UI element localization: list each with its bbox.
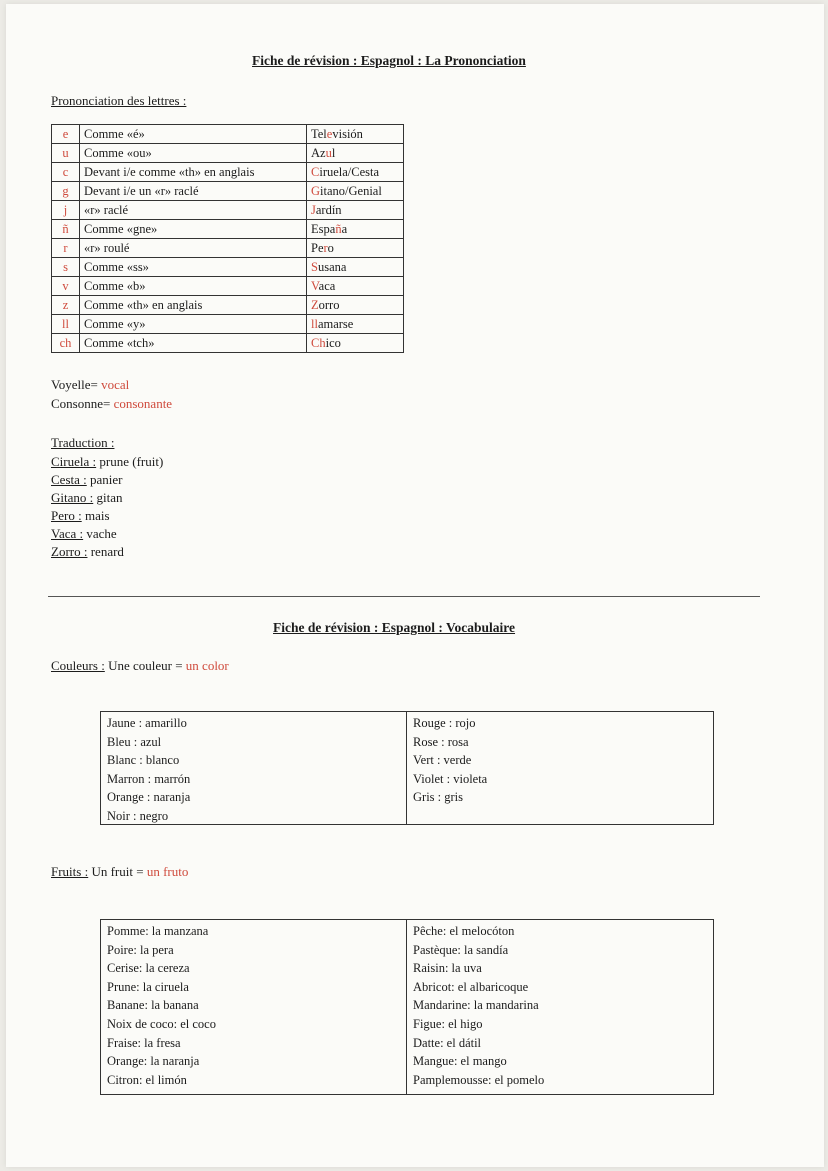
fruit-item: Fraise: la fresa <box>107 1035 181 1050</box>
rule-cell: Devant i/e un «r» raclé <box>80 182 307 201</box>
fruits-box <box>100 919 714 1095</box>
translation-word: Cesta : <box>51 472 87 487</box>
translation-meaning: renard <box>87 544 124 559</box>
pronunciation-row <box>52 182 404 201</box>
colors-box <box>100 711 714 825</box>
consonant-line <box>51 395 172 413</box>
pronunciation-row <box>52 258 404 277</box>
letter-cell: j <box>52 201 80 220</box>
example-cell <box>307 315 404 334</box>
example-highlight: S <box>311 259 318 274</box>
letter-cell: u <box>52 144 80 163</box>
color-item: Bleu : azul <box>107 734 162 749</box>
pronunciation-row <box>52 125 404 144</box>
rule-cell: «r» roulé <box>80 239 307 258</box>
pronunciation-row <box>52 201 404 220</box>
translation-item <box>51 453 163 471</box>
translation-meaning: panier <box>86 472 123 487</box>
fruits-left-column <box>101 920 406 1094</box>
translation-item <box>51 489 163 507</box>
translation-meaning: prune (fruit) <box>96 454 164 469</box>
fruits-intro: Un fruit = <box>88 864 147 879</box>
rule-cell: Comme «é» <box>80 125 307 144</box>
translation-word: Vaca : <box>51 526 84 541</box>
fruit-item: Raisin: la uva <box>413 961 482 976</box>
rule-cell: Comme «b» <box>80 277 307 296</box>
vowel-line <box>51 376 129 394</box>
example-text: Espa <box>311 221 336 236</box>
letter-cell: g <box>52 182 80 201</box>
fruit-item: Mangue: el mango <box>413 1054 507 1069</box>
example-highlight: G <box>311 183 321 198</box>
letter-cell: r <box>52 239 80 258</box>
translation-item <box>51 543 163 561</box>
letter-cell: v <box>52 277 80 296</box>
example-text: visión <box>332 126 363 141</box>
pronunciation-row <box>52 277 404 296</box>
fruit-item: Prune: la ciruela <box>107 979 189 994</box>
translation-item <box>51 471 163 489</box>
letters-heading: Prononciation des lettres : <box>51 93 187 108</box>
translation-word: Pero : <box>51 508 82 523</box>
example-highlight: ñ <box>335 221 342 236</box>
fruit-item: Pomme: la manzana <box>107 924 209 938</box>
example-text: iruela/Cesta <box>319 164 380 179</box>
example-text: usana <box>317 259 347 274</box>
example-highlight: ll <box>311 316 318 331</box>
example-highlight: C <box>311 164 320 179</box>
rule-cell: Comme «ou» <box>80 144 307 163</box>
fruit-item: Pastèque: la sandía <box>413 942 509 957</box>
fruits-intro-line <box>51 863 188 881</box>
colors-intro: Une couleur = <box>104 658 186 673</box>
pronunciation-row <box>52 296 404 315</box>
fruit-item: Citron: el limón <box>107 1072 187 1087</box>
example-text: Pe <box>311 240 324 255</box>
pronunciation-row <box>52 334 404 353</box>
example-text: ardín <box>315 202 342 217</box>
rule-cell: «r» raclé <box>80 201 307 220</box>
example-text: amarse <box>317 316 354 331</box>
colors-heading: Couleurs : <box>51 658 105 673</box>
letter-cell: c <box>52 163 80 182</box>
example-text: itano/Genial <box>320 183 382 198</box>
pronunciation-row <box>52 315 404 334</box>
color-item: Vert : verde <box>413 753 472 768</box>
example-cell <box>307 334 404 353</box>
colors-left-column <box>101 712 406 824</box>
example-text: orro <box>318 297 340 312</box>
fruit-item: Noix de coco: el coco <box>107 1016 216 1031</box>
translation-item <box>51 507 163 525</box>
example-highlight: r <box>323 240 328 255</box>
example-cell <box>307 258 404 277</box>
rule-cell: Comme «th» en anglais <box>80 296 307 315</box>
color-item: Blanc : blanco <box>107 753 180 768</box>
fruit-item: Orange: la naranja <box>107 1054 200 1069</box>
rule-cell: Comme «ss» <box>80 258 307 277</box>
example-cell <box>307 144 404 163</box>
colors-intro-red: un color <box>185 658 229 673</box>
vowel-value: vocal <box>101 377 130 392</box>
example-highlight: Z <box>311 297 319 312</box>
example-highlight: J <box>311 202 316 217</box>
translation-item <box>51 525 163 543</box>
example-text: l <box>331 145 336 160</box>
color-item: Marron : marrón <box>107 771 191 786</box>
color-item: Noir : negro <box>107 808 169 823</box>
translation-word: Ciruela : <box>51 454 97 469</box>
fruit-item: Pamplemousse: el pomelo <box>413 1072 545 1087</box>
translation-word: Zorro : <box>51 544 88 559</box>
letter-cell: ch <box>52 334 80 353</box>
example-highlight: Ch <box>311 335 326 350</box>
example-text: Tel <box>311 126 327 141</box>
example-cell <box>307 239 404 258</box>
translation-meaning: mais <box>81 508 110 523</box>
fruits-right-column <box>406 920 713 1094</box>
example-text: a <box>341 221 348 236</box>
translation-list <box>51 453 163 561</box>
color-item: Orange : naranja <box>107 790 191 805</box>
example-cell <box>307 296 404 315</box>
consonant-label: Consonne= <box>51 396 114 411</box>
color-item: Rouge : rojo <box>413 716 476 730</box>
pronunciation-title: Fiche de révision : Espagnol : La Prononciation <box>252 53 526 68</box>
example-text: ico <box>325 335 341 350</box>
color-item: Gris : gris <box>413 790 463 805</box>
pronunciation-row <box>52 220 404 239</box>
rule-cell: Comme «y» <box>80 315 307 334</box>
color-item: Rose : rosa <box>413 734 469 749</box>
vowel-label: Voyelle= <box>51 377 102 392</box>
fruit-item: Poire: la pera <box>107 942 174 957</box>
example-cell <box>307 220 404 239</box>
vocabulary-title: Fiche de révision : Espagnol : Vocabulaire <box>273 620 516 635</box>
letter-cell: ll <box>52 315 80 334</box>
rule-cell: Comme «gne» <box>80 220 307 239</box>
example-text: o <box>327 240 334 255</box>
example-cell <box>307 125 404 144</box>
example-cell <box>307 201 404 220</box>
rule-cell: Devant i/e comme «th» en anglais <box>80 163 307 182</box>
fruit-item: Cerise: la cereza <box>107 961 190 976</box>
rule-cell: Comme «tch» <box>80 334 307 353</box>
pronunciation-table <box>51 124 404 353</box>
colors-intro-line <box>51 657 229 675</box>
example-cell <box>307 182 404 201</box>
letter-cell: z <box>52 296 80 315</box>
translation-meaning: gitan <box>93 490 123 505</box>
fruit-item: Mandarine: la mandarina <box>413 998 539 1013</box>
fruit-item: Abricot: el albaricoque <box>413 979 529 994</box>
fruit-item: Pêche: el melocóton <box>413 924 515 938</box>
fruits-intro-red: un fruto <box>146 864 189 879</box>
fruit-item: Banane: la banana <box>107 998 199 1013</box>
translation-heading: Traduction : <box>51 435 115 450</box>
consonant-value: consonante <box>113 396 173 411</box>
color-item: Violet : violeta <box>413 771 488 786</box>
example-cell <box>307 163 404 182</box>
color-item: Jaune : amarillo <box>107 716 187 730</box>
fruit-item: Datte: el dátil <box>413 1035 482 1050</box>
section-divider <box>48 596 760 597</box>
fruit-item: Figue: el higo <box>413 1016 483 1031</box>
pronunciation-row <box>52 144 404 163</box>
example-highlight: u <box>325 145 332 160</box>
letter-cell: ñ <box>52 220 80 239</box>
pronunciation-row <box>52 239 404 258</box>
translation-meaning: vache <box>83 526 117 541</box>
fruits-heading: Fruits : <box>51 864 89 879</box>
colors-right-column <box>406 712 713 824</box>
example-text: Az <box>311 145 326 160</box>
letter-cell: e <box>52 125 80 144</box>
example-highlight: e <box>326 126 333 141</box>
pronunciation-row <box>52 163 404 182</box>
example-cell <box>307 277 404 296</box>
letter-cell: s <box>52 258 80 277</box>
translation-word: Gitano : <box>51 490 94 505</box>
example-highlight: V <box>311 278 319 293</box>
example-text: aca <box>318 278 336 293</box>
